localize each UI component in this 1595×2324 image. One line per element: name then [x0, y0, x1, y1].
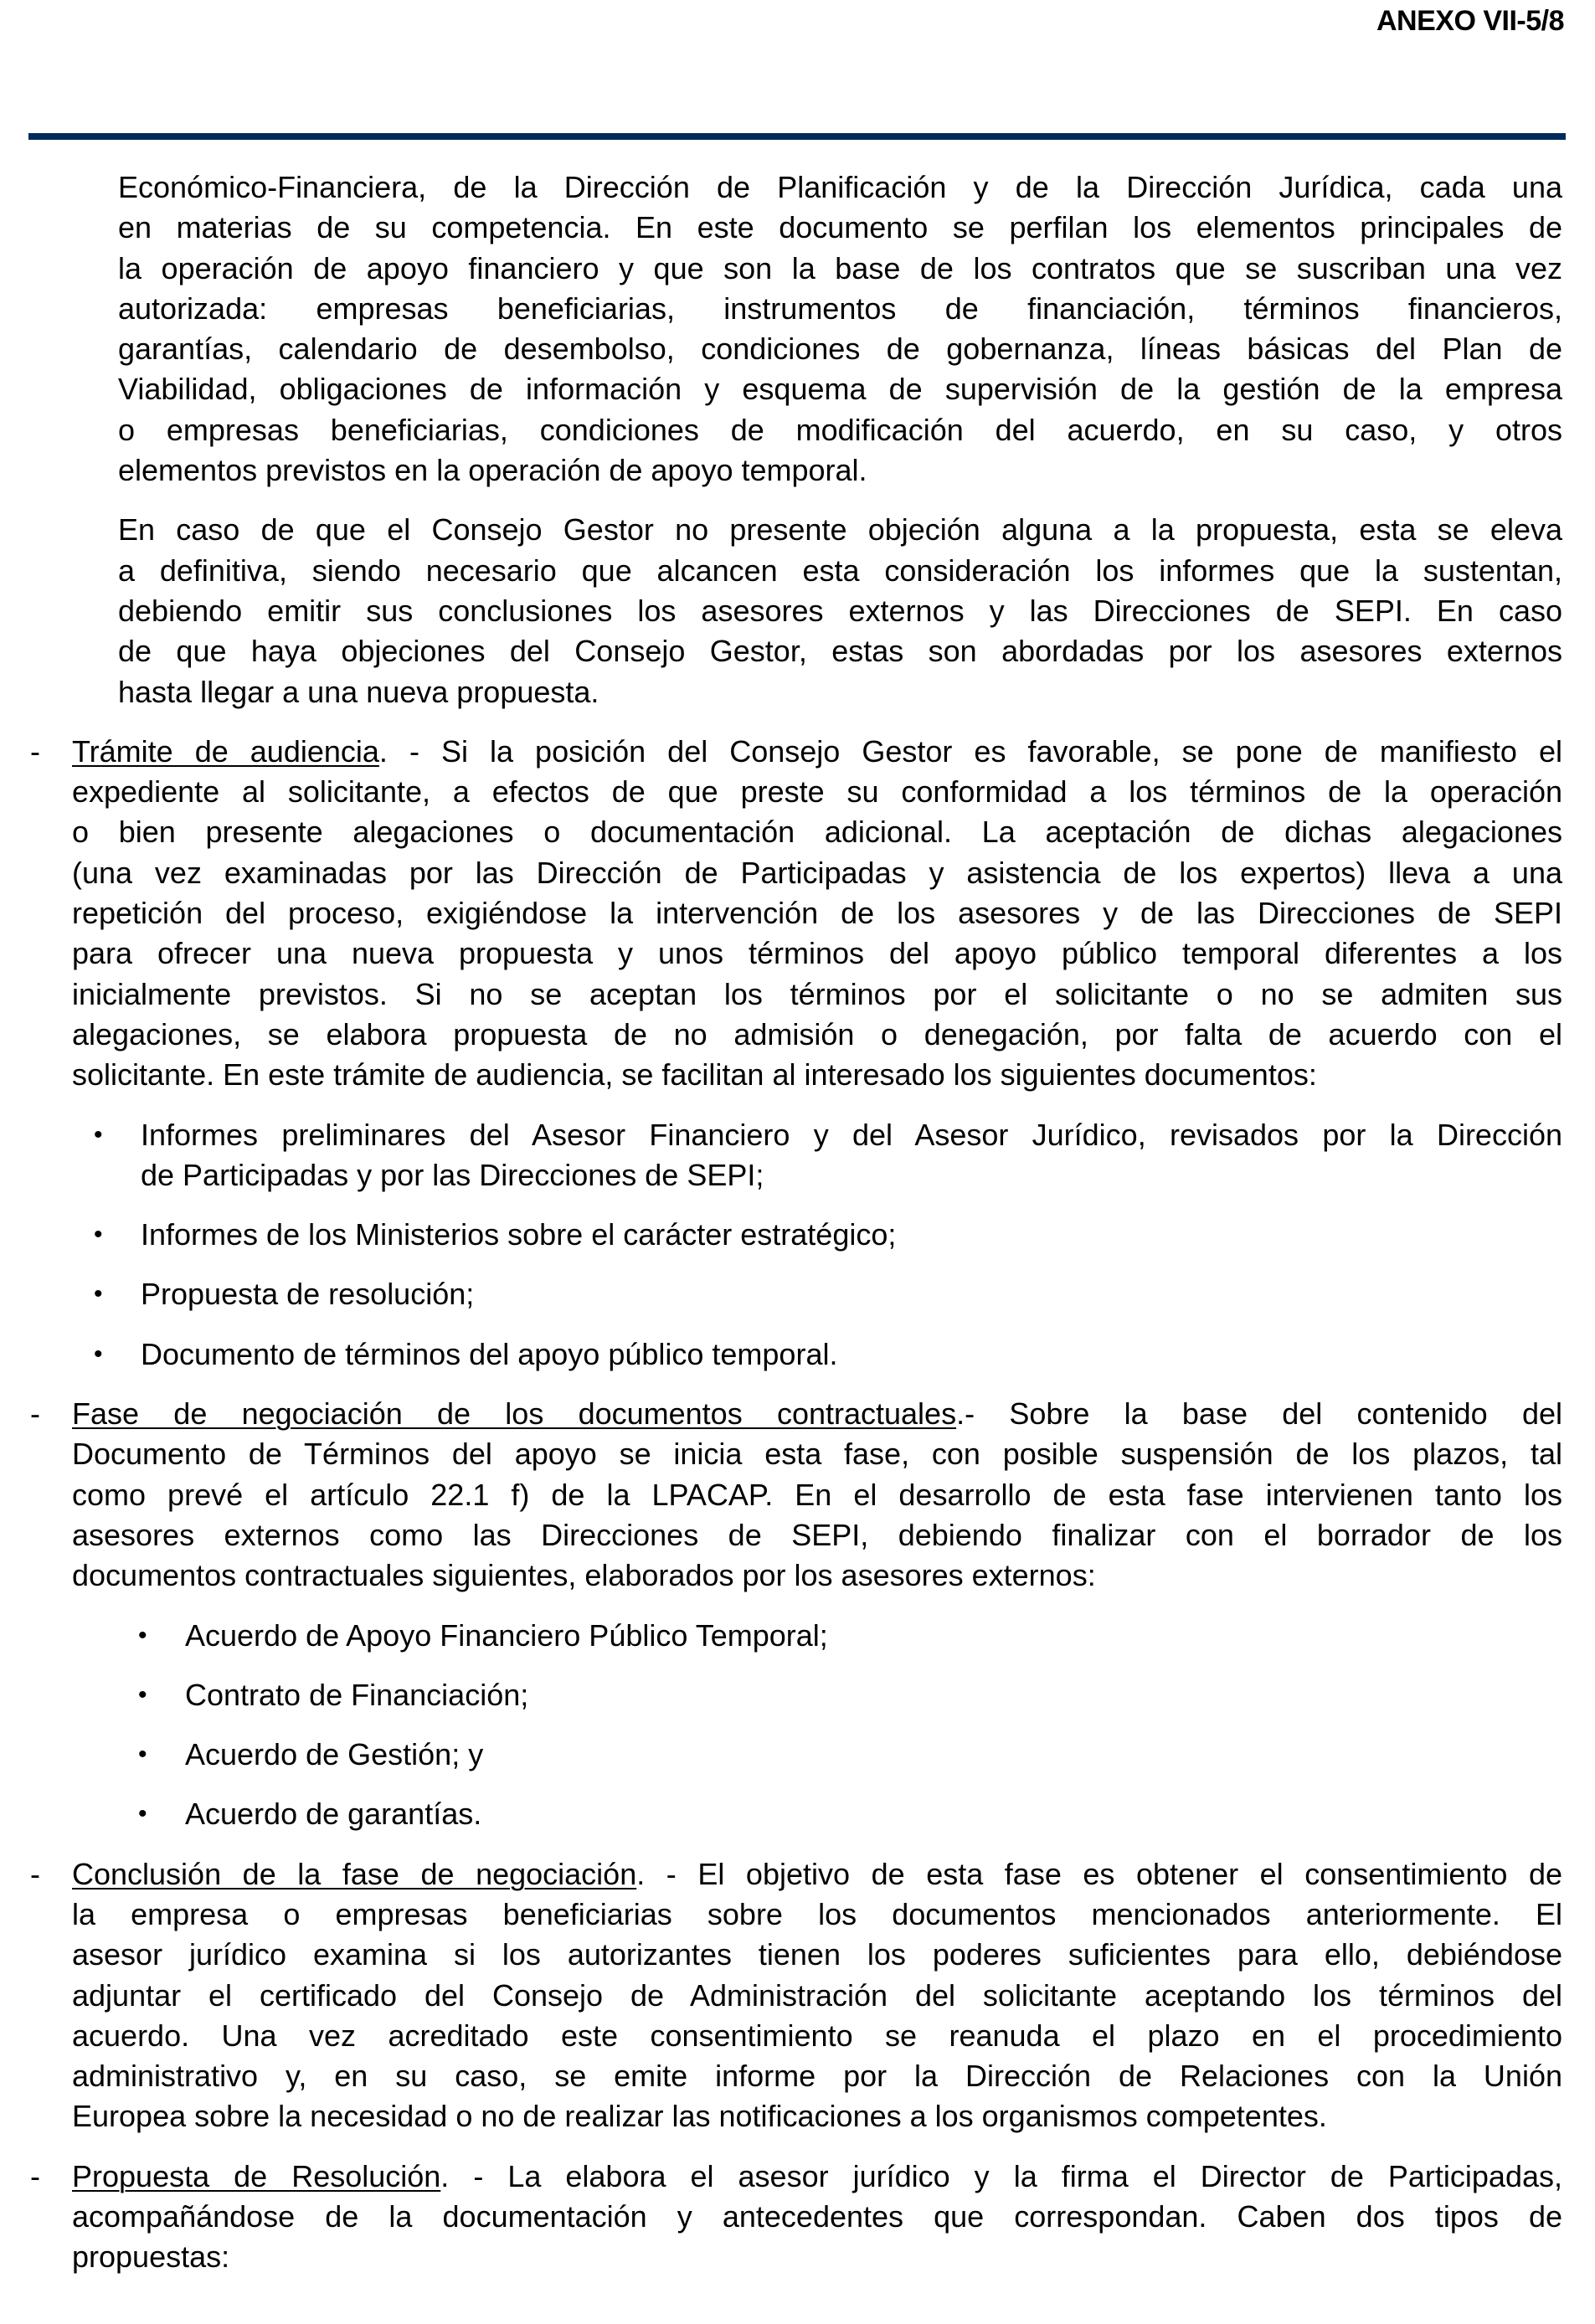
section-text: . - La elabora el asesor jurídico y la firma el Director de Participadas,	[440, 2158, 1562, 2193]
text-line: expediente al solicitante, a efectos de que preste su conformidad a los términos de la operación	[72, 774, 1562, 810]
text-line: propuestas:	[72, 2239, 230, 2275]
bullet-icon: •	[138, 1800, 147, 1828]
text-line: Documento de Términos del apoyo se inicia esta fase, con posible suspensión de los plazos, tal	[72, 1437, 1562, 1472]
dash-item-tramite	[30, 732, 1562, 1096]
bullet-item	[94, 1274, 1562, 1314]
text-line: acuerdo. Una vez acreditado este consentimiento se reanuda el plazo en el procedimiento	[72, 2018, 1562, 2053]
text-line: alegaciones, se elabora propuesta de no admisión o denegación, por falta de acuerdo con el	[72, 1016, 1562, 1051]
text-line: de que haya objeciones del Consejo Gestor, estas son abordadas por los asesores externos	[118, 634, 1562, 669]
bullet-item	[138, 1675, 1562, 1715]
document-body	[0, 167, 1595, 2297]
text-line: Documento de términos del apoyo público temporal.	[141, 1336, 838, 1371]
text-line: garantías, calendario de desembolso, condiciones de gobernanza, líneas básicas del Plan de	[118, 332, 1562, 367]
bullet-icon: •	[94, 1120, 103, 1149]
text-line: asesores externos como las Direcciones de SEPI, debiendo finalizar con el borrador de los	[72, 1517, 1562, 1552]
text-line: acompañándose de la documentación y antecedentes que correspondan. Caben dos tipos de	[72, 2199, 1562, 2234]
text-line: solicitante. En este trámite de audiencia, se facilitan al interesado los siguientes documentos:	[72, 1057, 1317, 1093]
bullet-icon: •	[138, 1740, 147, 1769]
bullet-icon: •	[94, 1280, 103, 1309]
section-heading: Trámite de audiencia	[72, 733, 379, 769]
text-line: repetición del proceso, exigiéndose la intervención de los asesores y de las Direcciones de SEPI	[72, 896, 1562, 931]
text-line	[72, 2157, 1562, 2197]
text-line: a definitiva, siendo necesario que alcancen esta consideración los informes que la sustentan,	[118, 553, 1562, 588]
dash-marker: -	[30, 1396, 40, 1432]
text-line: inicialmente previstos. Si no se aceptan los términos por el solicitante o no se admiten sus	[72, 976, 1562, 1011]
text-line	[72, 1854, 1562, 1895]
bullet-icon: •	[138, 1680, 147, 1709]
text-line: hasta llegar a una nueva propuesta.	[118, 674, 599, 709]
text-line: o bien presente alegaciones o documentación adicional. La aceptación de dichas alegaciones	[72, 815, 1562, 850]
text-line: de Participadas y por las Direcciones de SEPI;	[141, 1157, 764, 1192]
text-line: la operación de apoyo financiero y que son la base de los contratos que se suscriban una vez	[118, 250, 1562, 285]
text-line: Informes preliminares del Asesor Financiero y del Asesor Jurídico, revisados por la Dirección	[141, 1117, 1562, 1152]
text-line: debiendo emitir sus conclusiones los asesores externos y las Direcciones de SEPI. En caso	[118, 593, 1562, 628]
section-text: .- Sobre la base del contenido del	[956, 1396, 1562, 1432]
text-line: Propuesta de resolución;	[141, 1277, 475, 1312]
text-line	[72, 732, 1562, 772]
text-line: autorizada: empresas beneficiarias, instrumentos de financiación, términos financieros,	[118, 290, 1562, 326]
section-text: . - Si la posición del Consejo Gestor es favorable, se pone de manifiesto el	[378, 733, 1562, 769]
text-line: la empresa o empresas beneficiarias sobre los documentos mencionados anteriormente. El	[72, 1896, 1562, 1931]
text-line: Acuerdo de garantías.	[185, 1797, 482, 1832]
section-text: . - El objetivo de esta fase es obtener el consentimiento de	[636, 1856, 1562, 1891]
annex-page-label: ANEXO VII-5/8	[1376, 5, 1564, 37]
dash-item-propuesta	[30, 2157, 1562, 2278]
text-line	[72, 1394, 1562, 1434]
text-line: documentos contractuales siguientes, elaborados por los asesores externos:	[72, 1558, 1096, 1593]
text-line: asesor jurídico examina si los autorizantes tienen los poderes suficientes para ello, debiéndose	[72, 1937, 1562, 1972]
dash-marker: -	[30, 733, 40, 769]
bullet-icon: •	[94, 1221, 103, 1249]
text-line: elementos previstos en la operación de apoyo temporal.	[118, 453, 867, 488]
text-line: como prevé el artículo 22.1 f) de la LPACAP. En el desarrollo de esta fase intervienen tanto los	[72, 1477, 1562, 1512]
text-line: Europea sobre la necesidad o no de realizar las notificaciones a los organismos competentes.	[72, 2099, 1327, 2134]
dash-marker: -	[30, 1856, 40, 1891]
text-line: Viabilidad, obligaciones de información y esquema de supervisión de la gestión de la empresa	[118, 372, 1562, 407]
text-line: o empresas beneficiarias, condiciones de modificación del acuerdo, en su caso, y otros	[118, 412, 1562, 447]
text-line: en materias de su competencia. En este documento se perfilan los elementos principales de	[118, 210, 1562, 245]
dash-item-conclusion	[30, 1854, 1562, 2137]
text-line: Acuerdo de Gestión; y	[185, 1737, 484, 1772]
section-heading: Fase de negociación de los documentos contractuales	[72, 1396, 957, 1432]
text-line: Acuerdo de Apoyo Financiero Público Temporal;	[185, 1617, 828, 1653]
text-line: Contrato de Financiación;	[185, 1677, 529, 1712]
paragraph	[118, 510, 1562, 712]
section-heading: Conclusión de la fase de negociación	[72, 1856, 637, 1891]
bullet-item	[138, 1616, 1562, 1656]
dash-item-fase	[30, 1394, 1562, 1596]
bullet-item	[94, 1115, 1562, 1196]
text-line: Económico-Financiera, de la Dirección de Planificación y de la Dirección Jurídica, cada una	[118, 170, 1562, 204]
paragraph	[118, 167, 1562, 491]
text-line: En caso de que el Consejo Gestor no presente objeción alguna a la propuesta, esta se eleva	[118, 512, 1562, 548]
text-line: administrativo y, en su caso, se emite informe por la Dirección de Relaciones con la Unión	[72, 2059, 1562, 2094]
bullet-item	[138, 1735, 1562, 1775]
text-line: adjuntar el certificado del Consejo de Administración del solicitante aceptando los términos del	[72, 1977, 1562, 2013]
dash-marker: -	[30, 2158, 40, 2193]
header-rule	[28, 133, 1566, 140]
text-line: (una vez examinadas por las Dirección de Participadas y asistencia de los expertos) lleva a una	[72, 855, 1562, 890]
text-line: Informes de los Ministerios sobre el carácter estratégico;	[141, 1217, 897, 1252]
text-line: para ofrecer una nueva propuesta y unos términos del apoyo público temporal diferentes a los	[72, 936, 1562, 971]
bullet-icon: •	[94, 1339, 103, 1368]
bullet-item	[138, 1794, 1562, 1834]
bullet-item	[94, 1215, 1562, 1255]
bullet-item	[94, 1334, 1562, 1375]
section-heading: Propuesta de Resolución	[72, 2158, 441, 2193]
bullet-icon: •	[138, 1621, 147, 1649]
